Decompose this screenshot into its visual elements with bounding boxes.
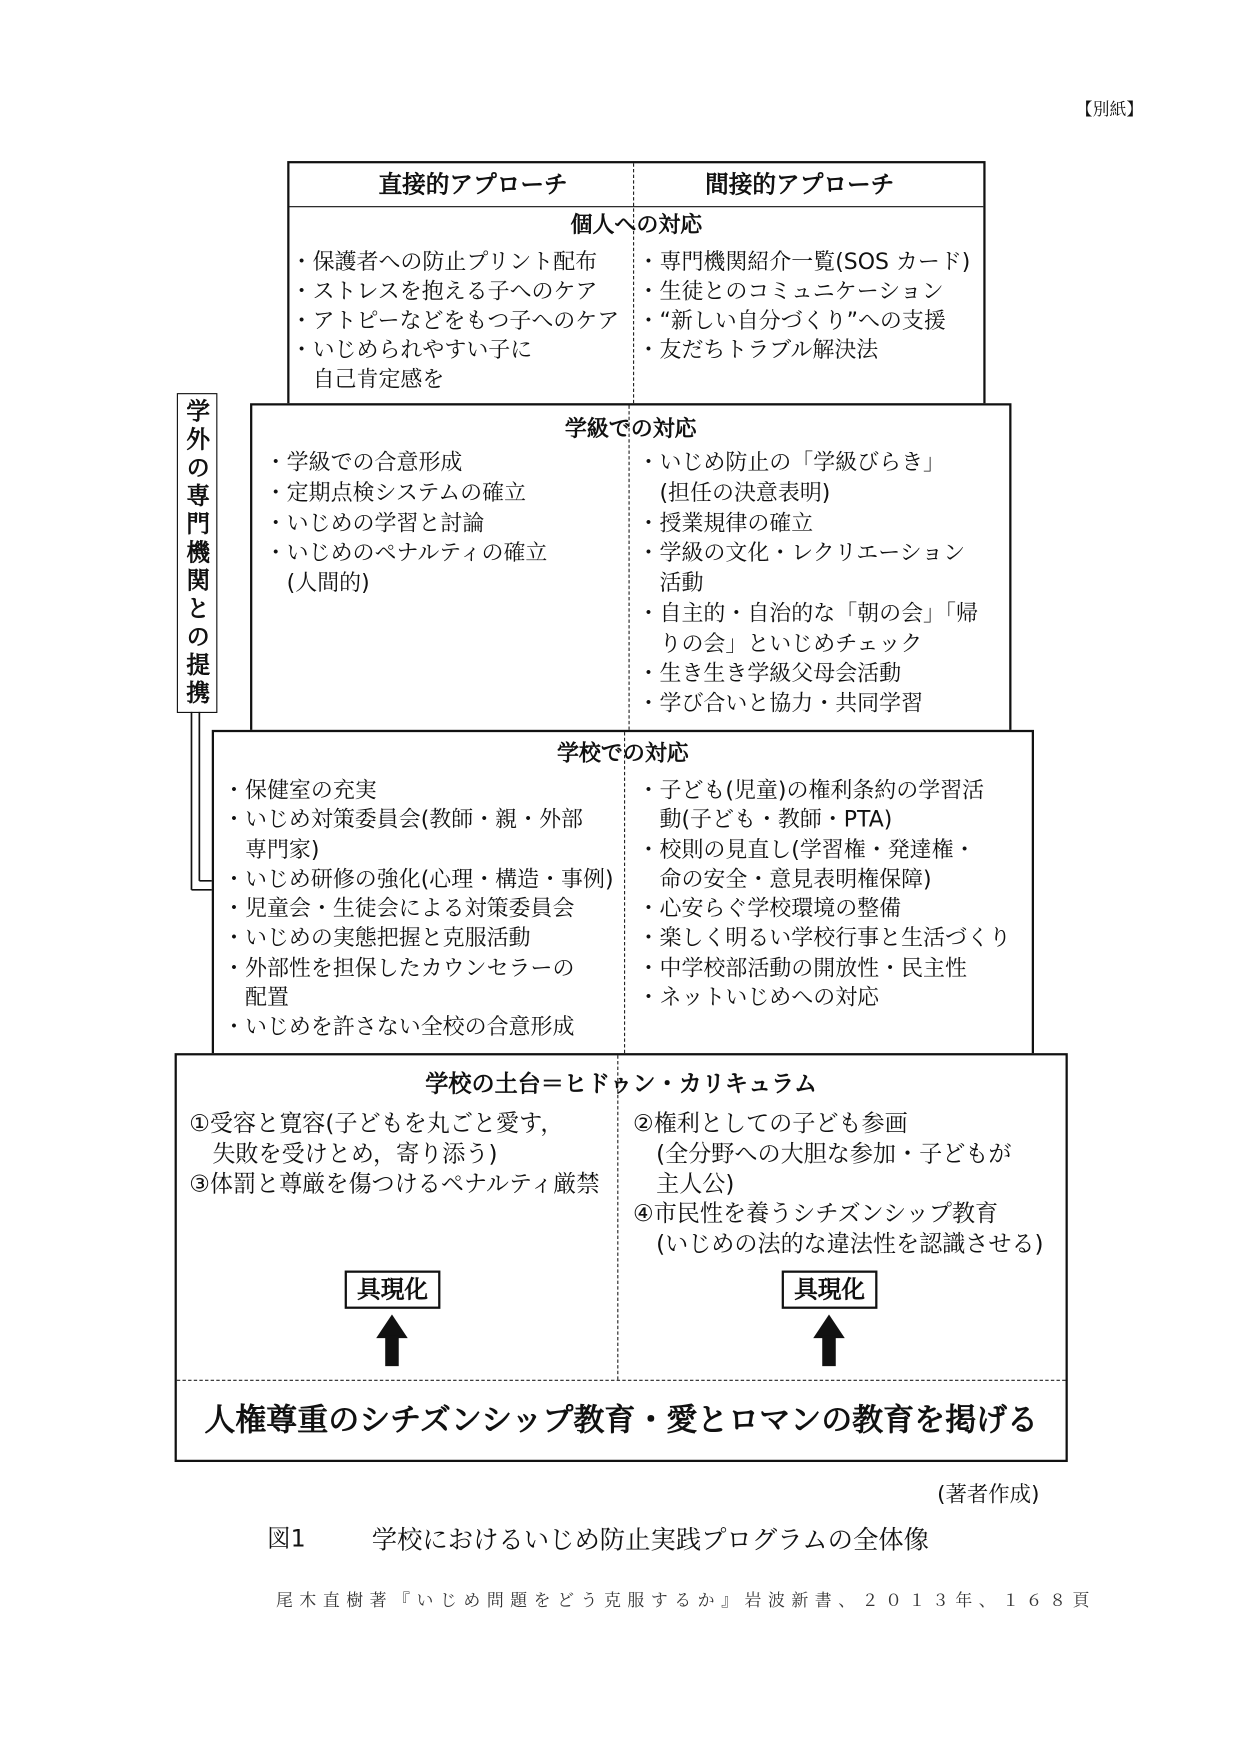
direct-approach-header: 直接的アプローチ	[378, 171, 568, 199]
list-line: ・いじめ対策委員会(教師・親・外部	[223, 806, 584, 833]
column-divider	[633, 163, 634, 403]
list-line: ・いじめ防止の「学級びらき」	[637, 449, 946, 476]
embody-label-left: 具現化	[345, 1271, 441, 1309]
individual-title: 個人への対応	[570, 211, 703, 238]
school-indirect-list	[638, 776, 1011, 1013]
list-line: ・いじめの学習と討論	[264, 509, 485, 536]
foundation-box	[175, 1053, 1068, 1462]
list-line: ・いじめられやすい子に	[290, 336, 533, 363]
list-line: (全分野への大胆な参加・子どもが	[656, 1139, 1012, 1167]
school-response-box	[212, 730, 1034, 1056]
slogan: 人権尊重のシチズンシップ教育・愛とロマンの教育を掲げる	[204, 1402, 1039, 1439]
list-line: ・いじめの実態把握と克服活動	[223, 925, 531, 951]
list-line: (いじめの法的な違法性を認識させる)	[656, 1229, 1044, 1258]
list-line: ・生徒とのコミュニケーション	[637, 278, 944, 305]
list-line: ・友だちトラブル解決法	[637, 336, 879, 363]
list-line: ・校則の見直し(学習権・発達権・	[637, 836, 976, 863]
up-arrow-icon	[375, 1314, 409, 1366]
column-divider	[624, 732, 625, 1053]
list-line: 専門家)	[244, 836, 320, 863]
list-line: 動(子ども・教師・PTA)	[659, 806, 893, 833]
source-citation: 尾木直樹著『いじめ問題をどう克服するか』岩波新書、２０１３年、１６８頁	[275, 1590, 1096, 1611]
individual-indirect-list	[638, 248, 971, 365]
list-line: ・いじめのペナルティの確立	[264, 539, 548, 566]
classroom-response-box	[250, 403, 1011, 732]
list-line: ②権利としての子ども参画	[633, 1109, 908, 1137]
list-line: ・学び合いと協力・共同学習	[637, 690, 924, 717]
indirect-approach-header: 間接的アプローチ	[705, 171, 895, 199]
list-line: (人間的)	[286, 569, 370, 596]
foundation-left-list	[189, 1108, 599, 1198]
list-line: ・生き生き学級父母会活動	[637, 660, 902, 687]
list-line: ・専門機関紹介一覧(SOS カード)	[637, 248, 971, 275]
foundation-right-list	[633, 1108, 1044, 1259]
individual-response-box	[287, 161, 985, 405]
list-line: 失敗を受けとめ，寄り添う)	[212, 1139, 498, 1167]
classroom-indirect-list	[638, 448, 978, 719]
external-cooperation-text: 学外の専門機関との提携	[183, 398, 211, 708]
column-divider	[617, 1055, 618, 1379]
page-label: 【別紙】	[1075, 99, 1144, 120]
individual-direct-list	[291, 248, 620, 394]
list-line: ・授業規律の確立	[637, 509, 814, 536]
list-line: ・アトピーなどをもつ子へのケア	[290, 307, 620, 334]
classroom-title: 学級での対応	[564, 415, 697, 442]
list-line: ・中学校部活動の開放性・民主性	[637, 954, 967, 981]
embody-label-right: 具現化	[782, 1271, 878, 1309]
classroom-direct-list	[265, 448, 548, 599]
author-credit: (著者作成)	[937, 1482, 1040, 1508]
list-line: ・学級の文化・レクリエーション	[637, 539, 966, 566]
school-direct-list	[223, 776, 614, 1042]
list-line: (担任の決意表明)	[659, 479, 831, 506]
list-line: 活動	[659, 569, 704, 596]
school-title: 学校での対応	[556, 740, 689, 766]
list-line: ・ストレスを抱える子へのケア	[290, 278, 598, 305]
list-line: 配置	[244, 984, 289, 1011]
list-line: ・“新しい自分づくり”への支援	[637, 307, 946, 334]
list-line: ・定期点検システムの確立	[264, 479, 527, 506]
list-line: りの会」といじめチェック	[659, 630, 923, 657]
list-line: ・いじめを許さない全校の合意形成	[223, 1013, 575, 1040]
list-line: ・心安らぐ学校環境の整備	[637, 895, 902, 922]
list-line: ・楽しく明るい学校行事と生活づくり	[637, 925, 1011, 951]
list-line: ③体罰と尊厳を傷つけるペナルティ厳禁	[189, 1169, 600, 1197]
figure-caption: 学校におけるいじめ防止実践プログラムの全体像	[371, 1526, 930, 1556]
list-line: ・いじめ研修の強化(心理・構造・事例)	[223, 865, 614, 892]
foundation-title: 学校の土台＝ヒドゥン・カリキュラム	[425, 1070, 818, 1098]
list-line: ④市民性を養うシチズンシップ教育	[633, 1199, 999, 1227]
list-line: 命の安全・意見表明権保障)	[659, 865, 932, 892]
list-line: ・保健室の充実	[223, 777, 377, 804]
list-line: 自己肯定感を	[312, 366, 445, 392]
list-line: ・学級での合意形成	[264, 449, 463, 476]
approach-header-row	[289, 163, 983, 207]
list-line: ・自主的・自治的な「朝の会」「帰	[637, 600, 978, 626]
list-line: ・保護者への防止プリント配布	[290, 248, 598, 275]
list-line: ①受容と寛容(子どもを丸ごと愛す，	[189, 1109, 564, 1137]
list-line: ・ネットいじめへの対応	[637, 984, 880, 1011]
external-cooperation-label	[177, 393, 218, 713]
list-line: ・児童会・生徒会による対策委員会	[223, 895, 575, 922]
side-bracket	[169, 698, 225, 906]
up-arrow-icon	[812, 1314, 846, 1366]
column-divider	[629, 405, 630, 729]
list-line: 主人公)	[656, 1169, 735, 1197]
list-line: ・子ども(児童)の権利条約の学習活	[637, 777, 985, 804]
figure-number: 図1	[266, 1525, 306, 1553]
list-line: ・外部性を担保したカウンセラーの	[223, 954, 575, 981]
